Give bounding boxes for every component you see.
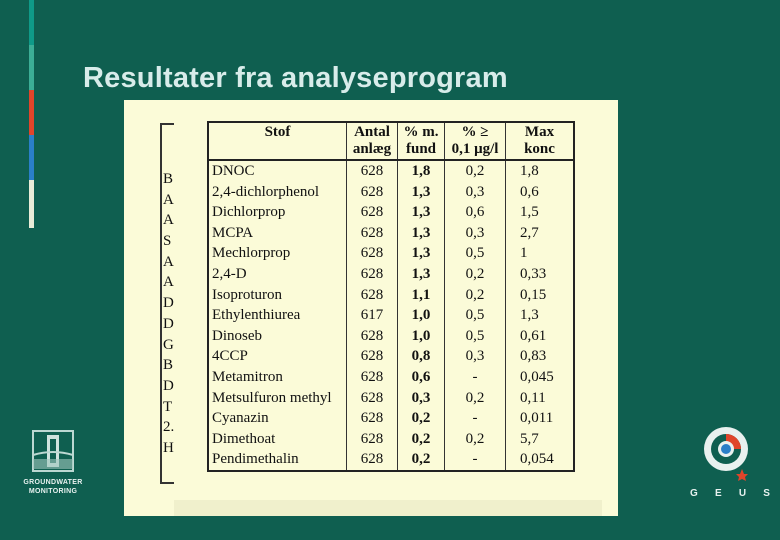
edge-letter: A — [163, 191, 174, 208]
table-row — [208, 449, 574, 471]
table-cell-antal: 628 — [347, 326, 398, 347]
table-cell-name: Mechlorprop — [208, 243, 347, 264]
geus-letter: S — [763, 488, 770, 499]
edge-letter: S — [163, 233, 172, 250]
edge-letter: A — [163, 212, 174, 229]
geus-letter: U — [738, 488, 747, 499]
table-cell-antal: 628 — [347, 367, 398, 388]
table-cell-pct01: 0,5 — [445, 305, 506, 326]
geus-letter: E — [714, 488, 722, 499]
table-cell-pct: 1,3 — [398, 182, 445, 203]
table-cell-pct01: 0,2 — [445, 264, 506, 285]
table-cell-antal: 628 — [347, 160, 398, 182]
table-cell-antal: 628 — [347, 408, 398, 429]
edge-letter: T — [163, 398, 173, 415]
edge-letter: H — [163, 439, 174, 456]
table-cell-antal: 628 — [347, 429, 398, 450]
accent-bar-red — [29, 90, 34, 135]
slide-title: Resultater fra analyseprogram — [83, 62, 508, 94]
groundwater-well-icon — [18, 425, 88, 477]
table-body — [208, 160, 574, 471]
geus-wordmark — [690, 488, 770, 499]
table-cell-pct01: 0,3 — [445, 182, 506, 203]
edge-letter: G — [163, 336, 174, 353]
table-cell-pct: 0,2 — [398, 449, 445, 471]
table-cell-pct01: 0,2 — [445, 429, 506, 450]
table-cell-pct: 1,3 — [398, 243, 445, 264]
table-cell-max: 0,61 — [506, 326, 575, 347]
table-cell-max: 1 — [506, 243, 575, 264]
table-cell-max: 1,5 — [506, 202, 575, 223]
results-table — [207, 121, 575, 472]
accent-bar-blue — [29, 135, 34, 180]
header-stof: Stof — [208, 122, 347, 160]
table-cell-max: 0,33 — [506, 264, 575, 285]
table-row — [208, 223, 574, 244]
table-cell-antal: 617 — [347, 305, 398, 326]
table-cell-pct: 1,3 — [398, 264, 445, 285]
table-cell-antal: 628 — [347, 243, 398, 264]
table-row — [208, 285, 574, 306]
table-cell-name: Dimethoat — [208, 429, 347, 450]
table-header-row — [208, 122, 574, 160]
table-cell-max: 1,8 — [506, 160, 575, 182]
table-row — [208, 408, 574, 429]
edge-letter: D — [163, 377, 174, 394]
table-cell-pct: 0,2 — [398, 429, 445, 450]
table-cell-name: Ethylenthiurea — [208, 305, 347, 326]
table-cell-antal: 628 — [347, 449, 398, 471]
table-cell-pct01: 0,5 — [445, 243, 506, 264]
edge-letter: D — [163, 315, 174, 332]
table-cell-max: 1,3 — [506, 305, 575, 326]
table-cell-pct01: 0,2 — [445, 160, 506, 182]
table-row — [208, 243, 574, 264]
table-cell-max: 0,011 — [506, 408, 575, 429]
table-row — [208, 305, 574, 326]
table-cell-name: Metamitron — [208, 367, 347, 388]
table-cell-max: 2,7 — [506, 223, 575, 244]
header-antal: Antal anlæg — [347, 122, 398, 160]
scanned-table-image — [124, 100, 618, 516]
accent-bar-lightteal — [29, 45, 34, 90]
table-row — [208, 264, 574, 285]
accent-bar-teal — [29, 0, 34, 45]
underlying-table-edge — [160, 123, 174, 484]
groundwater-monitoring-logo — [18, 425, 88, 500]
table-row — [208, 429, 574, 450]
table-cell-name: Cyanazin — [208, 408, 347, 429]
table-row — [208, 326, 574, 347]
table-cell-name: DNOC — [208, 160, 347, 182]
page-shadow — [174, 500, 602, 516]
table-cell-max: 0,045 — [506, 367, 575, 388]
edge-letter: B — [163, 357, 174, 374]
table-cell-pct01: - — [445, 408, 506, 429]
table-cell-max: 0,83 — [506, 346, 575, 367]
table-cell-max: 5,7 — [506, 429, 575, 450]
edge-letter: B — [163, 171, 174, 187]
table-row — [208, 388, 574, 409]
table-cell-pct01: 0,3 — [445, 223, 506, 244]
edge-letter: D — [163, 295, 174, 312]
table-cell-max: 0,11 — [506, 388, 575, 409]
table-cell-name: 4CCP — [208, 346, 347, 367]
header-pct-fund: % m. fund — [398, 122, 445, 160]
table-cell-pct: 0,8 — [398, 346, 445, 367]
table-cell-pct01: - — [445, 367, 506, 388]
table-row — [208, 182, 574, 203]
table-cell-antal: 628 — [347, 264, 398, 285]
table-cell-max: 0,054 — [506, 449, 575, 471]
edge-letter: A — [163, 274, 174, 291]
table-cell-name: Isoproturon — [208, 285, 347, 306]
table-cell-antal: 628 — [347, 285, 398, 306]
geus-emblem-icon — [696, 425, 756, 485]
table-cell-pct01: 0,5 — [445, 326, 506, 347]
table-row — [208, 160, 574, 182]
table-cell-pct: 0,3 — [398, 388, 445, 409]
logo-caption-line1: GROUNDWATER — [23, 479, 83, 486]
edge-letter: 2. — [163, 419, 175, 436]
table-cell-pct01: 0,3 — [445, 346, 506, 367]
table-cell-pct: 1,3 — [398, 202, 445, 223]
accent-bar-cream — [29, 180, 34, 228]
table-cell-max: 0,15 — [506, 285, 575, 306]
table-cell-pct: 1,8 — [398, 160, 445, 182]
table-cell-pct: 0,6 — [398, 367, 445, 388]
geus-logo — [690, 425, 770, 505]
table-cell-pct01: - — [445, 449, 506, 471]
table-cell-antal: 628 — [347, 346, 398, 367]
table-cell-pct: 1,0 — [398, 326, 445, 347]
table-cell-name: Metsulfuron methyl — [208, 388, 347, 409]
table-cell-pct01: 0,6 — [445, 202, 506, 223]
table-cell-antal: 628 — [347, 182, 398, 203]
table-row — [208, 367, 574, 388]
table-cell-name: Dinoseb — [208, 326, 347, 347]
table-cell-max: 0,6 — [506, 182, 575, 203]
table-cell-antal: 628 — [347, 388, 398, 409]
header-max-konc: Max konc — [506, 122, 575, 160]
table-cell-pct01: 0,2 — [445, 285, 506, 306]
logo-caption-line2: MONITORING — [28, 488, 78, 495]
table-row — [208, 346, 574, 367]
table-cell-pct: 1,3 — [398, 223, 445, 244]
table-cell-name: Dichlorprop — [208, 202, 347, 223]
geus-letter: G — [690, 488, 698, 499]
table-cell-name: 2,4-D — [208, 264, 347, 285]
table-cell-antal: 628 — [347, 202, 398, 223]
table-cell-pct: 0,2 — [398, 408, 445, 429]
table-cell-pct: 1,0 — [398, 305, 445, 326]
edge-letter: A — [163, 253, 174, 270]
table-cell-pct01: 0,2 — [445, 388, 506, 409]
table-cell-name: Pendimethalin — [208, 449, 347, 471]
table-cell-antal: 628 — [347, 223, 398, 244]
table-cell-name: 2,4-dichlorphenol — [208, 182, 347, 203]
table-cell-name: MCPA — [208, 223, 347, 244]
table-row — [208, 202, 574, 223]
header-pct-threshold: % ≥ 0,1 μg/l — [445, 122, 506, 160]
table-cell-pct: 1,1 — [398, 285, 445, 306]
